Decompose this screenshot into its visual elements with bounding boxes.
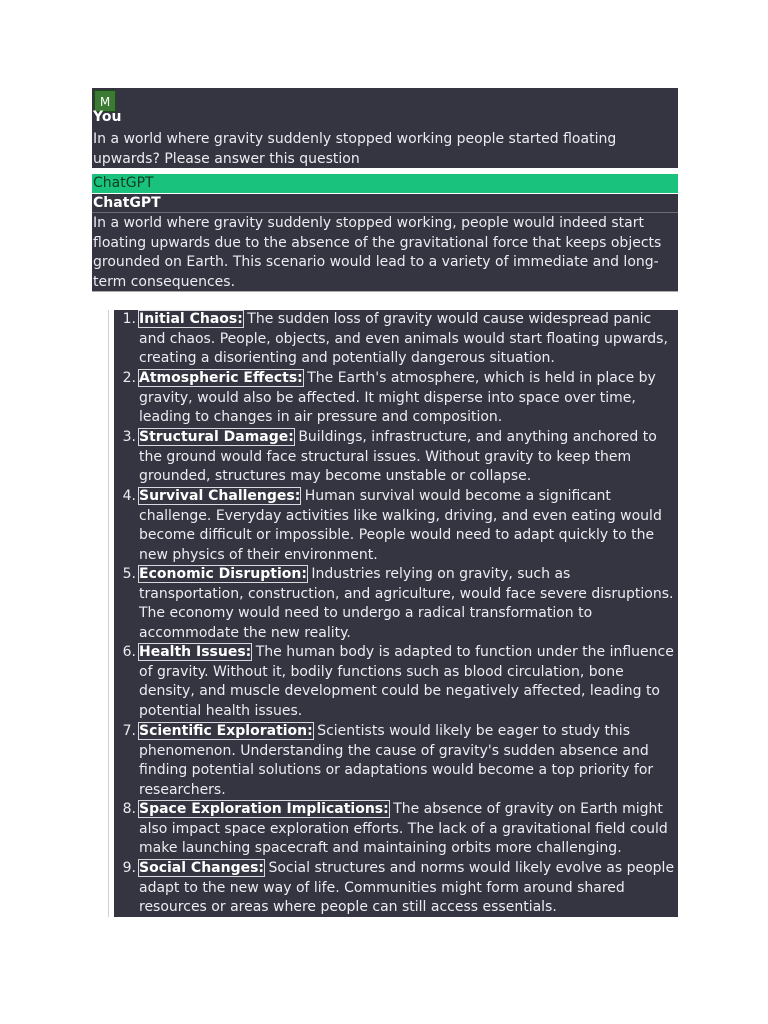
assistant-author-label: ChatGPT	[93, 195, 161, 211]
list-item-number: 5.	[122, 566, 136, 582]
assistant-divider	[92, 212, 678, 213]
list-item-text: The Earth's atmosphere, which is held in place by gravity, would also be affected. It might disperse into space over time, leading to changes in air pressure and composition.	[139, 370, 656, 426]
list-item-text: The human body is adapted to function under the influence of gravity. Without it, bodily functions such as blood circulation, bone density, and muscle development could be negatively affected, leading to potential health issues.	[139, 644, 674, 719]
assistant-message	[92, 194, 678, 292]
list-item-heading: Initial Chaos:	[139, 311, 243, 327]
list-item-heading: Structural Damage:	[139, 429, 294, 445]
list-item-heading: Atmospheric Effects:	[139, 370, 303, 386]
list-item-heading: Space Exploration Implications:	[139, 801, 389, 817]
list-item-heading: Scientific Exploration:	[139, 723, 313, 739]
assistant-bar-label: ChatGPT	[93, 175, 154, 191]
list-item-text: Industries relying on gravity, such as transportation, construction, and agriculture, would face severe disruptions. The economy would need to undergo a radical transformation to accommodate the new reality.	[139, 566, 674, 641]
list-item-text: The absence of gravity on Earth might also impact space exploration efforts. The lack of a gravitational field could make launching spacecraft and maintaining orbits more challenging.	[139, 801, 668, 857]
assistant-header-bar	[92, 174, 678, 193]
consequences-list	[114, 310, 678, 917]
list-item-number: 3.	[122, 429, 136, 445]
list-item-text: Social structures and norms would likely evolve as people adapt to the new way of life. Communities might form around shared resources or areas where people can still access essentials.	[139, 860, 675, 916]
user-author-label: You	[93, 109, 122, 125]
list-item-number: 1.	[122, 311, 136, 327]
list-item-number: 9.	[122, 860, 136, 876]
user-avatar: M	[94, 90, 116, 112]
list-item-number: 8.	[122, 801, 136, 817]
list-item-heading: Economic Disruption:	[139, 566, 307, 582]
user-message-text: In a world where gravity suddenly stopped working people started floating upwards? Please answer this question	[93, 131, 617, 167]
list-item-heading: Health Issues:	[139, 644, 252, 660]
list-item-text: Scientists would likely be eager to study this phenomenon. Understanding the cause of gravity's sudden absence and finding potential solutions or adaptations would become a top priority for researchers.	[139, 723, 654, 798]
list-item-number: 4.	[122, 488, 136, 504]
list-item-heading: Social Changes:	[139, 860, 265, 876]
list-divider	[108, 310, 109, 917]
assistant-intro-text: In a world where gravity suddenly stopped working, people would indeed start floating upwards due to the absence of the gravitational force that keeps objects grounded on Earth. This scenario would lead to a variety of immediate and long-term consequences.	[93, 215, 662, 290]
list-item-number: 6.	[122, 644, 136, 660]
list-item-text: The sudden loss of gravity would cause widespread panic and chaos. People, objects, and even animals would start floating upwards, creating a disorienting and potentially dangerous situation.	[139, 311, 668, 367]
list-item-text: Buildings, infrastructure, and anything anchored to the ground would face structural issues. Without gravity to keep them grounded, structures may become unstable or collapse.	[139, 429, 657, 485]
list-item-text: Human survival would become a significant challenge. Everyday activities like walking, driving, and even eating would become difficult or impossible. People would need to adapt quickly to the new physics of their environment.	[139, 488, 662, 563]
list-item-heading: Survival Challenges:	[139, 488, 301, 504]
list-item-number: 2.	[122, 370, 136, 386]
list-item-number: 7.	[122, 723, 136, 739]
